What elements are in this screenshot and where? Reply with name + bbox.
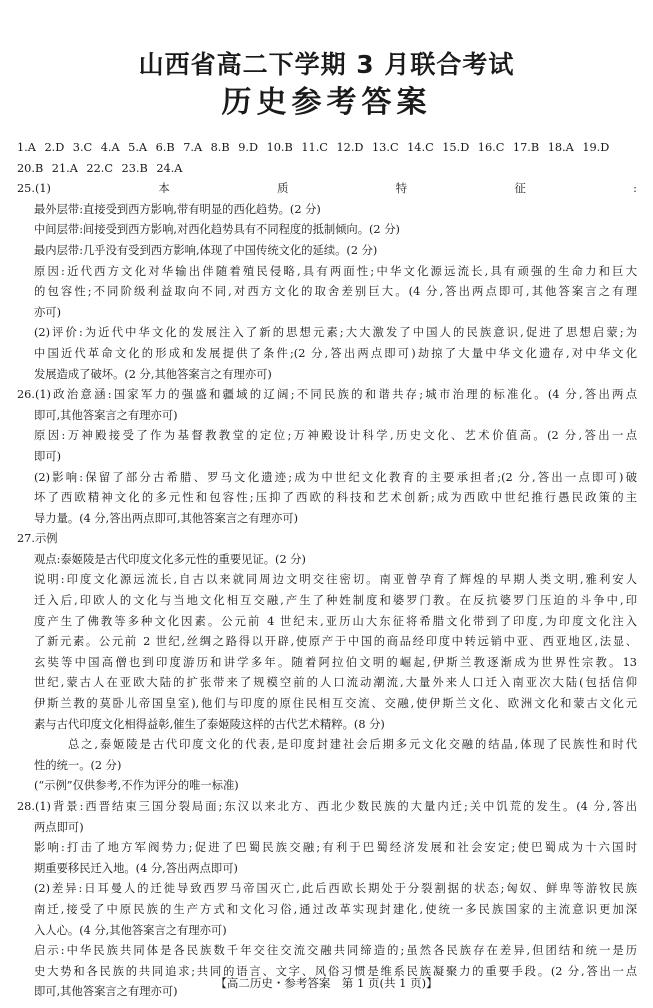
choice-answer: 18.A [547,141,574,154]
choice-answer: 20.B [17,161,44,175]
answer-line: 导力量。(4 分,答出两点即可,其他答案言之有理亦可) [34,511,299,525]
choice-answer: 2.D [44,141,65,154]
answer-line: 亦可) [34,305,62,319]
choice-answer: 10.B [266,141,293,154]
answer-line: 两点即可) [34,820,84,834]
answer-line: 总之,泰姬陵是古代印度文化的代表,是印度封建社会后期多元文化交融的结晶,体现了民族性和时代 [68,738,637,752]
choice-answer: 9.D [238,141,259,154]
choice-answer: 15.D [442,141,470,154]
choice-answer: 17.B [512,141,540,154]
answer-line: 度产生了佛教等多种文化因素。公元前 4 世纪末,亚历山大东征将希腊文化带到了印度,为印度文化注入 [34,614,637,628]
answer-line: 期重要移民迁入地。(4 分,答出两点即可) [34,861,238,875]
document-subtitle: 历史参考答案 [221,85,432,120]
multiple-choice-answers [17,138,637,179]
answer-line: 28.(1)背景:西晋结束三国分裂局面;东汉以来北方、西北少数民族的大量内迁;关中饥荒的发生。(4 分,答出 [17,800,637,813]
answer-body [17,138,637,1003]
answer-line: 即可) [34,449,62,463]
choice-answer: 21.A [51,161,78,175]
choice-answer: 5.A [128,141,148,154]
choice-answer: 12.D [336,141,364,154]
choice-answer: 23.B [121,161,148,175]
open-question-answers [17,179,637,1003]
choice-answer: 22.C [86,161,114,175]
choice-answer: 3.C [72,141,93,154]
answer-line: 最外层带:直接受到西方影响,带有明显的西化趋势。(2 分) [34,202,321,216]
answer-line: 素与古代印度文化相得益彰,催生了泰姬陵这样的古代艺术精粹。(8 分) [34,717,385,731]
choice-answer: 4.A [100,141,120,154]
answer-line: 了新元素。公元前 2 世纪,丝绸之路得以开辟,使原产于中国的商品经印度中转远销中亚、西亚地区,法显、 [34,635,637,649]
answer-line: 玄奘等中国高僧也到印度游历和讲学多年。随着阿拉伯文明的崛起,伊斯兰教逐渐成为世界性宗教。13 [34,655,637,669]
answer-line: (2)影响:保留了部分古希腊、罗马文化遗迹;成为中世纪文化教育的主要承担者;(2 分,答出一点即可)破 [34,470,637,484]
answer-line: 南迁,接受了中原民族的生产方式和文化习俗,通过改革实现封建化,使统一多民族国家的主流意识更加深 [34,902,637,916]
answer-line: (2)评价:为近代中华文化的发展注入了新的思想元素;大大激发了中国人的民族意识,促进了思想启蒙;为 [34,326,637,340]
answer-line: 25.(1)本质特征: [17,182,637,196]
answer-line: 中国近代革命文化的形成和发展提供了条件;(2 分,答出两点即可)劫掠了大量中华文化遗存,对中华文化 [34,346,637,360]
choice-answer: 13.C [372,141,399,154]
answer-line: 观点:泰姬陵是古代印度文化多元性的重要见证。(2 分) [34,552,306,566]
answer-line: 原因:近代西方文化对华输出伴随着殖民侵略,具有两面性;中华文化源远流长,具有顽强的生命力和巨大 [34,264,637,278]
answer-line: 世纪,蒙古人在亚欧大陆的扩张带来了规模空前的人口流动潮流,大量外来人口迁入南亚次大陆(包括信仰 [34,676,637,690]
answer-line: 史大势和各民族的共同追求;共同的语言、文字、风俗习惯是维系民族凝聚力的重要手段。(2 分,答出一点 [34,964,637,978]
choice-answer: 14.C [407,141,434,154]
answer-line: 26.(1)政治意涵:国家军力的强盛和疆域的辽阔;不同民族的和谐共存;城市治理的标准化。(4 分,答出两点 [17,388,637,402]
answer-line: 性的统一。(2 分) [34,758,122,772]
answer-line: 即可,其他答案言之有理亦可) [34,985,178,999]
answer-line: 入人心。(4 分,其他答案言之有理亦可) [34,923,227,937]
answer-line: (2)差异:日耳曼人的迁徙导致西罗马帝国灭亡,此后西欧长期处于分裂割据的状态;匈奴、鲜卑等游牧民族 [34,882,637,896]
choice-answer: 6.B [155,141,175,154]
answer-line: 说明:印度文化源远流长,自古以来就同周边文明交往密切。南亚曾孕育了辉煌的早期人类文明,雅利安人 [34,573,637,587]
answer-line: (“示例”仅供参考,不作为评分的唯一标准) [34,779,239,793]
choice-answer: 16.C [477,141,505,154]
answer-line: 启示:中华民族共同体是各民族数千年交往交流交融共同缔造的;虽然各民族存在差异,但团结和统一是历 [34,944,637,958]
exam-title: 山西省高二下学期 3 月联合考试 [138,50,515,79]
answer-line: 发展造成了破坏。(2 分,其他答案言之有理亦可) [34,367,272,381]
answer-line: 的包容性;不同阶级利益取向不同,对西方文化的取舍差别巨大。(4 分,答出两点即可,其他答案言之有理 [34,285,637,299]
page-footer: 【高二历史・参考答案 第 1 页(共 1 页)】 [215,976,438,990]
answer-line: 27.示例 [17,532,58,546]
answer-line: 最内层带:几乎没有受到西方影响,体现了中国传统文化的延续。(2 分) [34,243,378,257]
answer-line: 原因:万神殿接受了作为基督教教堂的定位;万神殿设计科学,历史文化、艺术价值高。(2 分,答出一点 [34,429,637,443]
choice-answer: 24.A [156,161,183,175]
choice-answer: 7.A [183,141,203,154]
answer-line: 中间层带:间接受到西方影响,对西化趋势具有不同程度的抵制倾向。(2 分) [34,223,400,237]
answer-line: 迁入后,印欧人的文化与当地文化相互交融,产生了种姓制度和婆罗门教。在反抗婆罗门压迫的斗争中,印 [34,594,637,608]
choice-answer: 11.C [301,141,328,154]
answer-line: 影响:打击了地方军阀势力;促进了巴蜀民族交融;有利于巴蜀经济发展和社会安定;使巴蜀成为十六国时 [34,841,637,855]
choice-answer: 8.B [210,141,230,154]
answer-line: 即可,其他答案言之有理亦可) [34,408,178,422]
choice-answer: 1.A [17,141,36,154]
answer-line: 坏了西欧精神文化的多元性和包容性;压抑了西欧的科技和艺术创新;成为西欧中世纪推行愚民政策的主 [34,491,637,505]
choice-answer: 19.D [582,141,610,154]
answer-line: 伊斯兰教的莫卧儿帝国皇室),他们与印度的原住民相互交流、交融,使伊斯兰文化、欧洲文化和蒙古文化元 [34,697,637,711]
